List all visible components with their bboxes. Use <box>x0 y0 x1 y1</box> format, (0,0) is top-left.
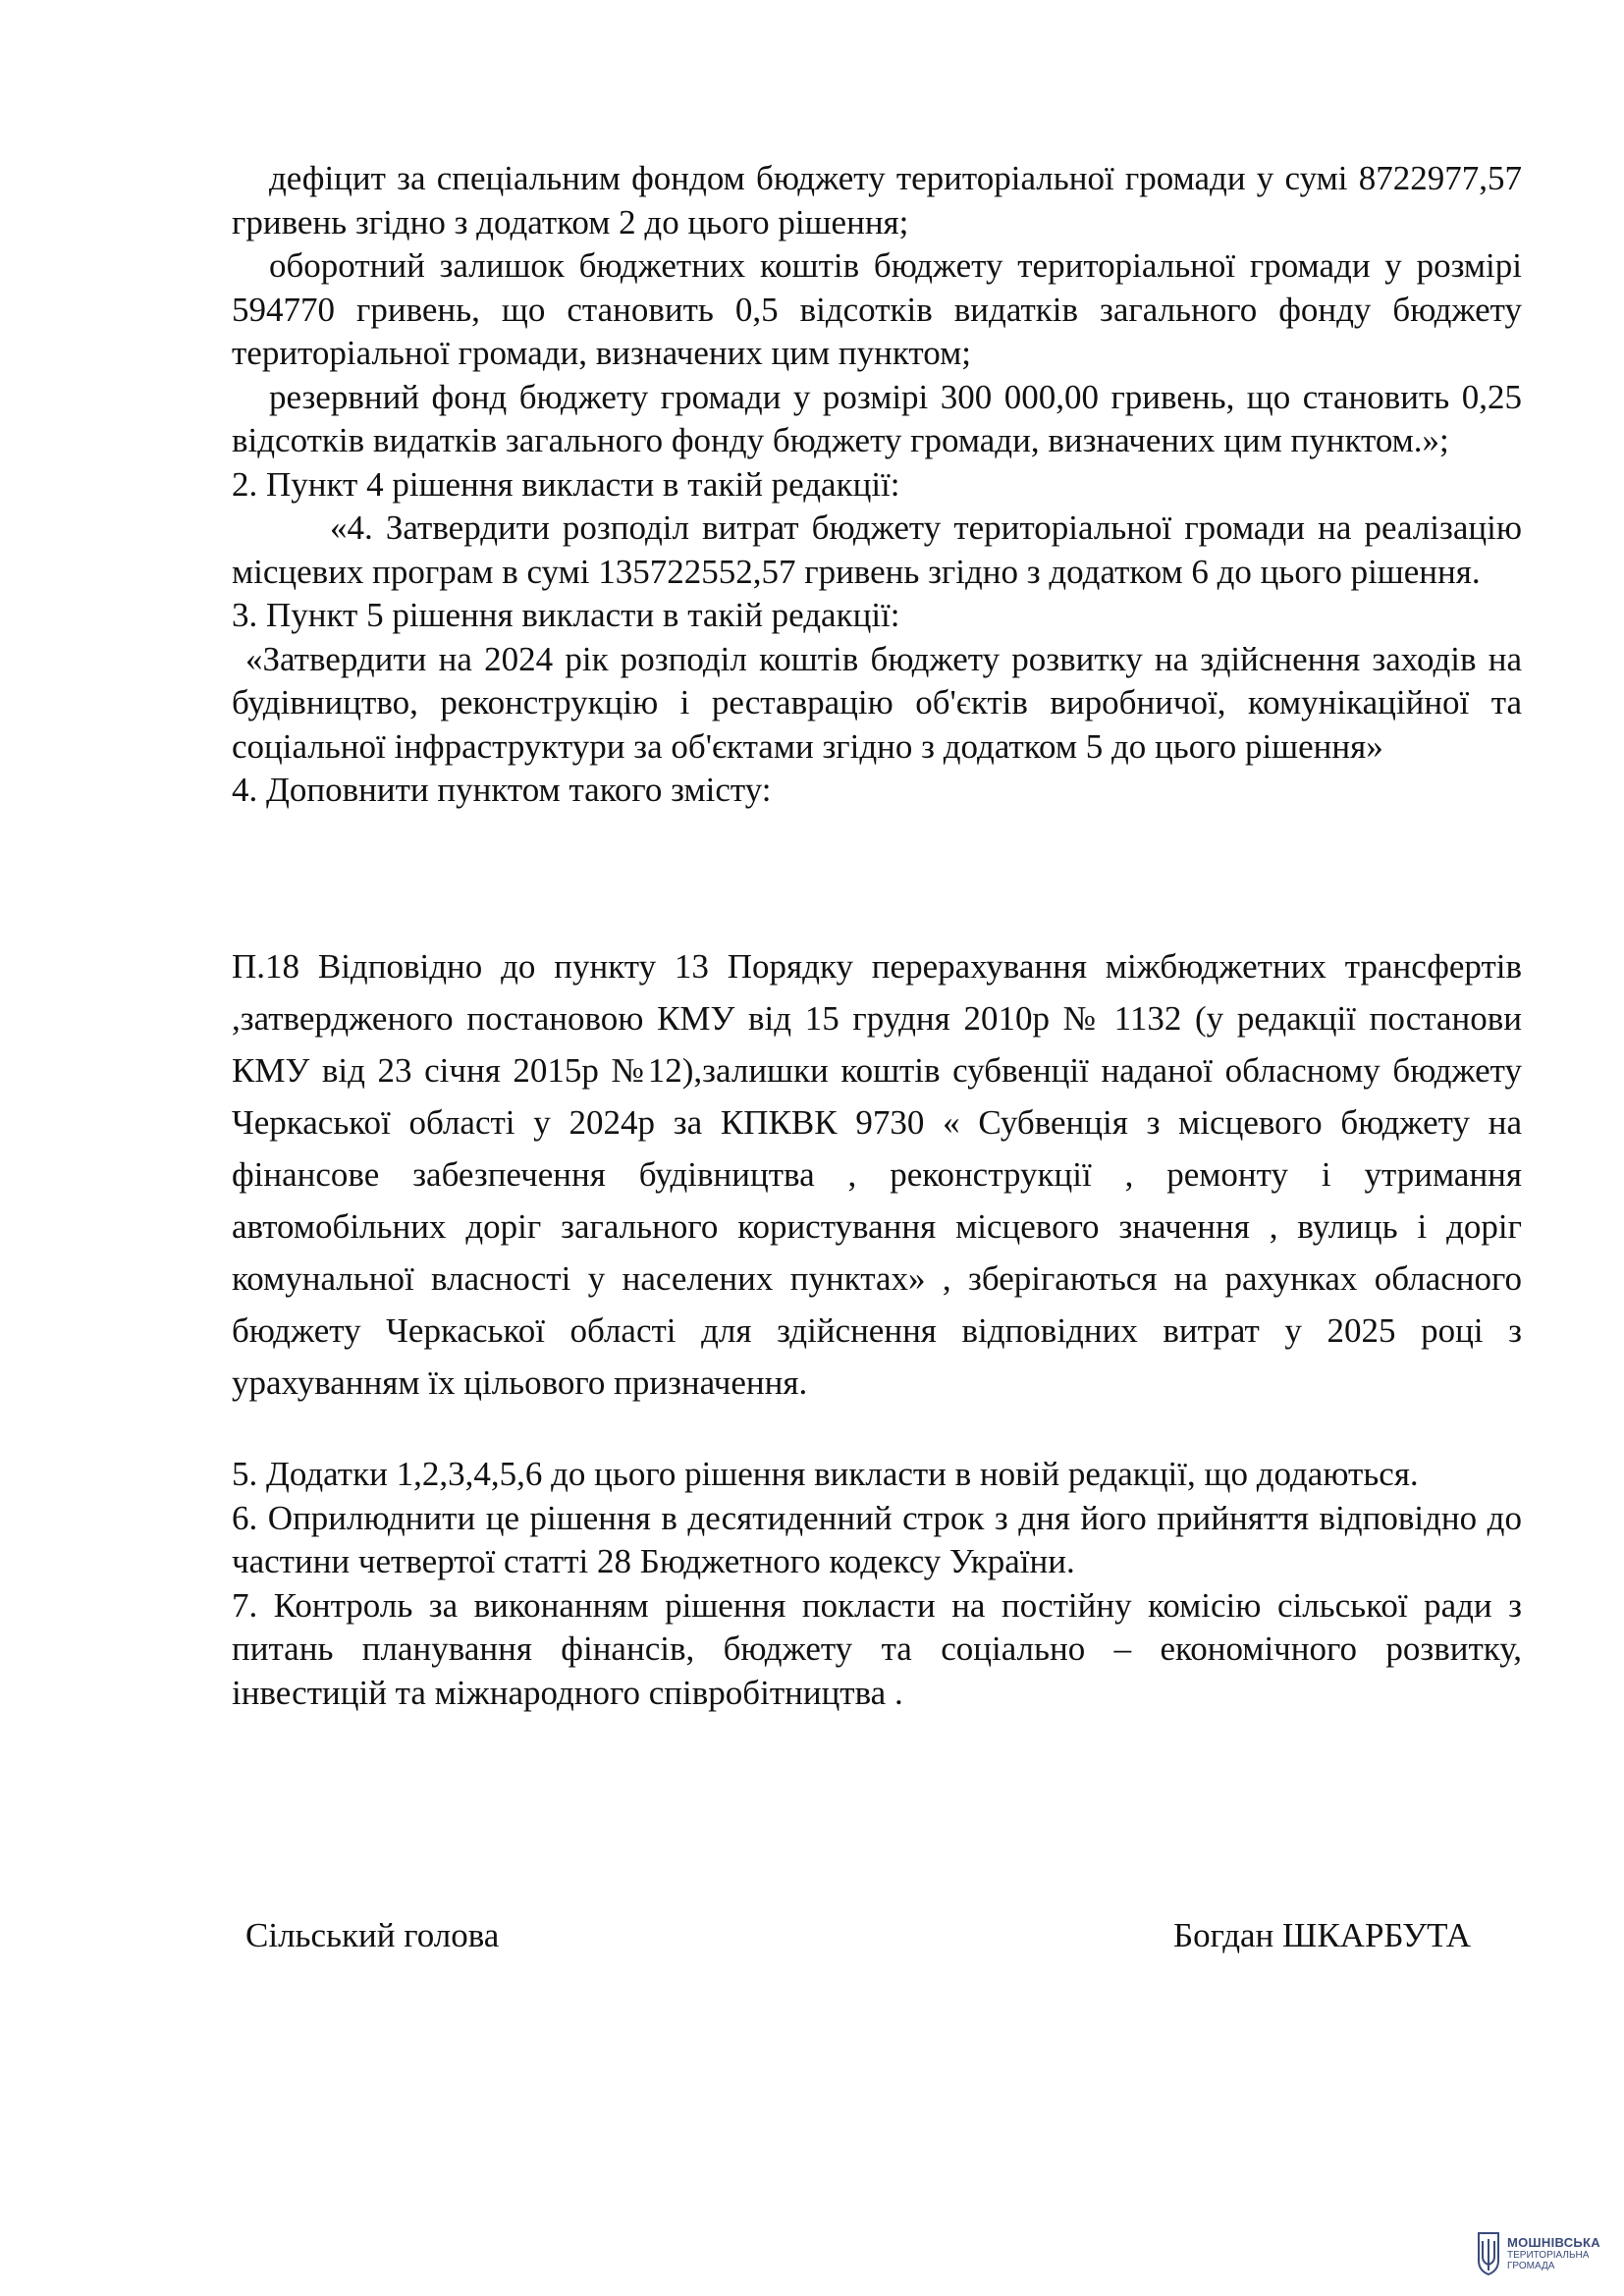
trident-emblem-icon <box>1476 2231 1501 2276</box>
text-block-lower <box>232 1453 1522 1715</box>
paragraph-item-6: 6. Оприлюднити це рішення в десятиденний строк з дня його прийняття відповідно до частини четвертої статті 28 Бюджетного кодексу України. <box>232 1498 1522 1580</box>
paragraph-reserve-fund: резервний фонд бюджету громади у розмірі 300 000,00 гривень, що становить 0,25 відсотків видатків загального фонду бюджету громади, визначених цим пунктом.»; <box>232 377 1522 459</box>
logo-line-3: ГРОМАДА <box>1507 2261 1555 2271</box>
logo-text <box>1507 2236 1600 2271</box>
community-logo <box>1476 2226 1613 2281</box>
paragraph-item-2-text: «4. Затвердити розподіл витрат бюджету територіальної громади на реалізацію місцевих програм в сумі 135722552,57 гривень згідно з додатком 6 до цього рішення. <box>232 508 1522 591</box>
logo-line-2: ТЕРИТОРІАЛЬНА <box>1507 2250 1590 2261</box>
paragraph-item-2: 2. Пункт 4 рішення викласти в такій редакції: <box>232 464 900 504</box>
text-block-upper <box>232 157 1522 813</box>
paragraph-item-3: 3. Пункт 5 рішення викласти в такій редакції: <box>232 596 900 634</box>
paragraph-deficit: дефіцит за спеціальним фондом бюджету територіальної громади у сумі 8722977,57 гривень згідно з додатком 2 до цього рішення; <box>232 159 1522 241</box>
paragraph-item-5: 5. Додатки 1,2,3,4,5,6 до цього рішення викласти в новій редакції, що додаються. <box>232 1455 1419 1493</box>
logo-line-1: МОШНІВСЬКА <box>1507 2235 1600 2250</box>
signature-title: Сільський голова <box>245 1916 500 1954</box>
signature-name: Богдан ШКАРБУТА <box>1173 1916 1471 1954</box>
paragraph-item-4: 4. Доповнити пунктом такого змісту: <box>232 771 772 809</box>
text-block-p18 <box>232 940 1522 1409</box>
paragraph-working-balance: оборотний залишок бюджетних коштів бюджету територіальної громади у розмірі 594770 гривень, що становить 0,5 відсотків видатків загального фонду бюджету територіальної громади, визначених цим пунктом; <box>232 246 1522 372</box>
paragraph-p18: П.18 Відповідно до пункту 13 Порядку перерахування міжбюджетних трансфертів ,затвердженого постановою КМУ від 15 грудня 2010р № 1132 (у редакції постанови КМУ від 23 січня 2015р №12),залишки коштів субвенції наданої обласному бюджету Черкаської області у 2024р за КПКВК 9730 « Субвенція з місцевого бюджету на фінансове забезпечення будівництва , реконструкції , ремонту і утримання автомобільних доріг загального користування місцевого значення , вулиць і доріг комунальної власності у населених пунктах» , зберігаються на рахунках обласного бюджету Черкаської області для здійснення відповідних витрат у 2025 році з урахуванням їх цільового призначення. <box>232 947 1522 1402</box>
paragraph-item-7: 7. Контроль за виконанням рішення покласти на постійну комісію сільської ради з питань планування фінансів, бюджету та соціально – економічного розвитку, інвестицій та міжнародного співробітництва . <box>232 1585 1522 1712</box>
paragraph-item-3-text: «Затвердити на 2024 рік розподіл коштів бюджету розвитку на здійснення заходів на будівництво, реконструкцію і реставрацію об'єктів виробничої, комунікаційної та соціальної інфраструктури за об'єктами згідно з додатком 5 до цього рішення» <box>232 639 1522 766</box>
